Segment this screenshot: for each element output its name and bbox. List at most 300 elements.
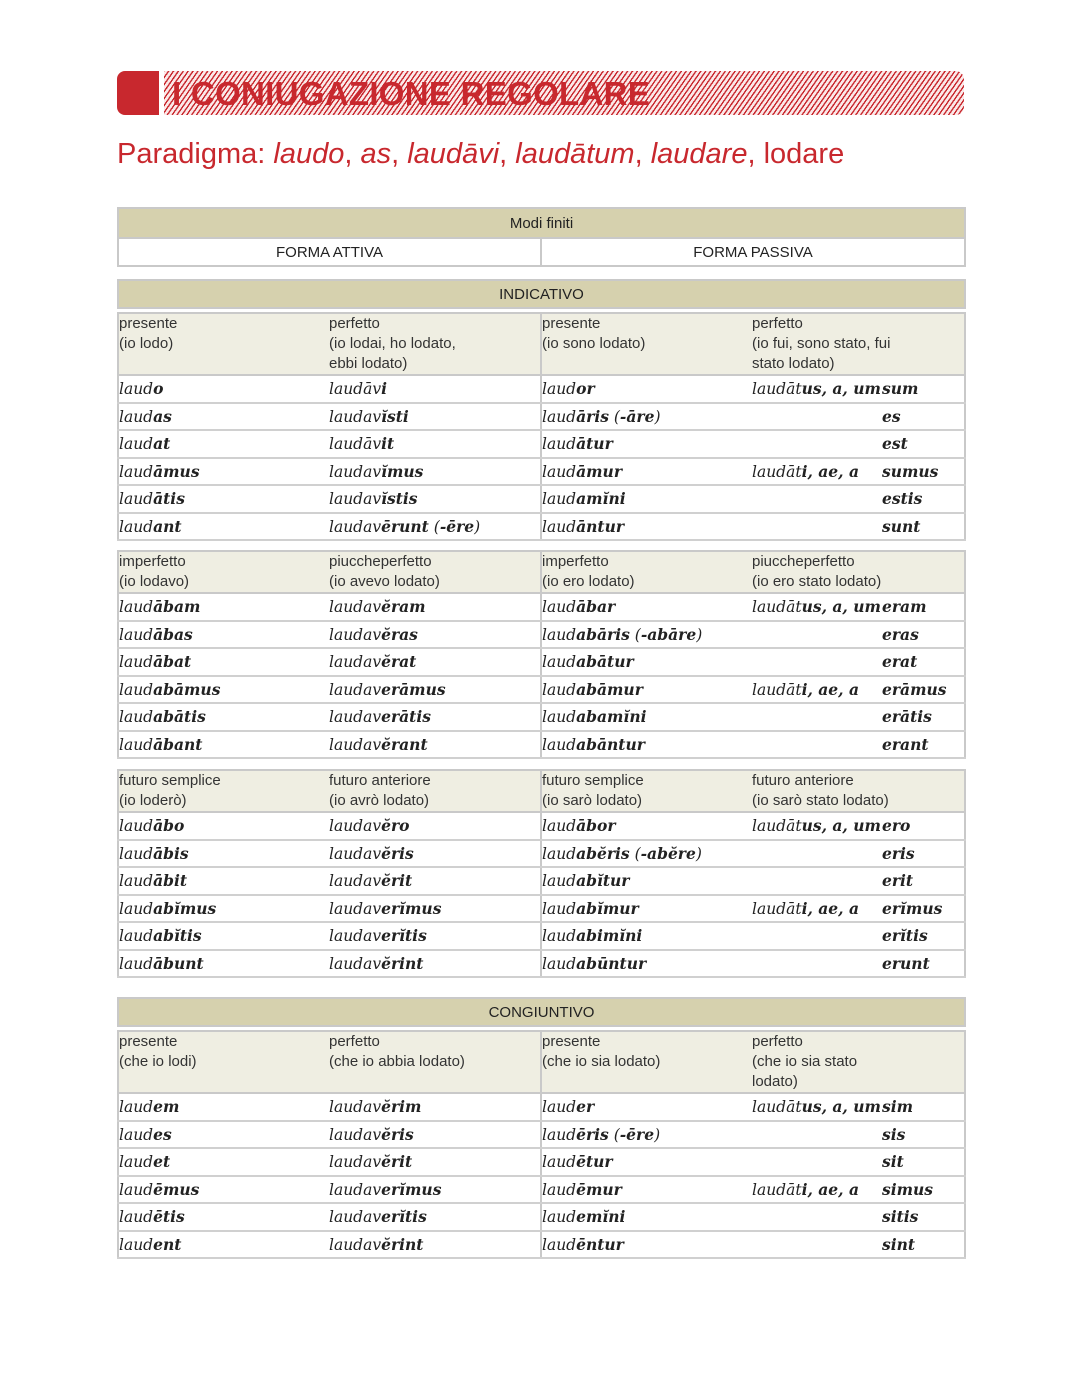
active-form-2 [329, 895, 541, 923]
auxiliary-form: erat [882, 648, 965, 676]
section-header [117, 279, 966, 309]
form-ending: ētis [153, 1207, 185, 1227]
tense-gloss: (io loderò) [119, 792, 187, 809]
form-stem: laud [119, 490, 154, 509]
tense-label [118, 1031, 329, 1093]
form-ending: abimĭni [576, 926, 643, 946]
form-ending: ābor [576, 816, 616, 836]
form-stem: laudav [329, 517, 382, 536]
table-row [118, 1203, 965, 1231]
form-ending: erĭmus [381, 1179, 442, 1199]
tense-group [117, 1030, 966, 1259]
active-form-2 [329, 648, 541, 676]
form-ending: ātur [576, 434, 613, 454]
passive-form-1 [541, 403, 752, 431]
form-ending: us, a, um [801, 379, 881, 399]
passive-participle [752, 458, 882, 486]
form-stem: laud [119, 598, 154, 617]
form-ending: ĕrint [381, 1234, 424, 1254]
form-ending: erĭmus [381, 898, 442, 918]
tense-name: perfetto [752, 315, 803, 332]
passive-participle [752, 676, 882, 704]
table-row [118, 1231, 965, 1259]
tense-gloss: (che io sia stato lodato) [752, 1053, 858, 1090]
tense-gloss: (io ero lodato) [542, 573, 635, 590]
form-stem: laud [119, 1180, 154, 1199]
passive-participle [752, 950, 882, 978]
form-stem: laud [119, 680, 154, 699]
form-stem: laud [119, 844, 154, 863]
tense-label [118, 770, 329, 812]
form-ending: ĭsti [381, 406, 409, 426]
passive-form-1 [541, 867, 752, 895]
form-stem: laud [542, 899, 577, 918]
active-form-1 [118, 1231, 329, 1259]
modi-finiti-header: Modi finiti [118, 208, 965, 238]
form-stem: laudav [329, 653, 382, 672]
form-variant: (-abāre) [629, 624, 703, 644]
form-stem: laudav [329, 680, 382, 699]
form-ending: emĭni [576, 1207, 626, 1227]
active-form-1 [118, 922, 329, 950]
tense-name: presente [542, 315, 601, 332]
form-ending: ētur [576, 1152, 613, 1172]
form-stem: laudav [329, 407, 382, 426]
form-stem: laudav [329, 735, 382, 754]
form-stem: laud [542, 653, 577, 672]
passive-participle [752, 895, 882, 923]
form-stem: laudav [329, 1208, 382, 1227]
form-ending: ābat [153, 652, 192, 672]
active-form-1 [118, 458, 329, 486]
auxiliary-form: ero [882, 812, 965, 840]
passive-form-1 [541, 1176, 752, 1204]
tense-name: piuccheperfetto [329, 553, 432, 570]
passive-participle [752, 403, 882, 431]
form-ending: ābas [153, 624, 193, 644]
form-stem: laud [119, 1153, 154, 1172]
form-stem: laud [542, 1098, 577, 1117]
form-ending: ābo [153, 816, 185, 836]
tense-label [329, 551, 541, 593]
form-stem: laud [542, 817, 577, 836]
table-row [118, 430, 965, 458]
form-stem: laud [119, 1208, 154, 1227]
tense-label [541, 551, 752, 593]
form-stem: laud [542, 844, 577, 863]
form-ending: āmus [153, 461, 200, 481]
active-form-1 [118, 1148, 329, 1176]
tense-name: imperfetto [119, 553, 186, 570]
form-stem: laud [542, 735, 577, 754]
form-stem: laudav [329, 817, 382, 836]
auxiliary-form: sint [882, 1231, 965, 1259]
form-stem: laud [119, 927, 154, 946]
auxiliary-form: eras [882, 621, 965, 649]
passive-form-1 [541, 621, 752, 649]
active-form-2 [329, 703, 541, 731]
passive-form-1 [541, 1093, 752, 1121]
form-ending: abĭtur [576, 871, 630, 891]
active-form-1 [118, 430, 329, 458]
tense-label [752, 770, 965, 812]
form-ending: ĕrat [381, 652, 417, 672]
passive-participle [752, 840, 882, 868]
tense-name: presente [542, 1033, 601, 1050]
tense-gloss: (io sono lodato) [542, 335, 646, 352]
form-ending: abāmus [153, 679, 221, 699]
active-form-2 [329, 458, 541, 486]
tense-name: imperfetto [542, 553, 609, 570]
table-row [118, 867, 965, 895]
auxiliary-form: erĭmus [882, 895, 965, 923]
passive-form-1 [541, 513, 752, 541]
tense-gloss: (che io sia lodato) [542, 1053, 661, 1070]
active-form-2 [329, 840, 541, 868]
active-form-1 [118, 513, 329, 541]
passive-form-1 [541, 676, 752, 704]
form-ending: ēmur [576, 1179, 622, 1199]
form-stem: laud [119, 380, 154, 399]
form-stem: laudāt [752, 680, 802, 699]
banner-chip [117, 71, 159, 115]
form-ending: ĭstis [381, 489, 418, 509]
form-stem: laudāt [752, 380, 802, 399]
tense-name: perfetto [752, 1033, 803, 1050]
form-stem: laud [542, 435, 577, 454]
passive-participle [752, 1148, 882, 1176]
passive-participle [752, 922, 882, 950]
auxiliary-form: estis [882, 485, 965, 513]
form-ending: amĭni [576, 489, 626, 509]
passive-participle [752, 621, 882, 649]
form-stem: laudav [329, 598, 382, 617]
tense-gloss: (io avrò lodato) [329, 792, 430, 809]
passive-participle [752, 1203, 882, 1231]
active-form-1 [118, 593, 329, 621]
active-form-1 [118, 950, 329, 978]
active-form-2 [329, 812, 541, 840]
tense-group [117, 312, 966, 541]
form-ending: abāmur [576, 679, 643, 699]
tense-name: presente [119, 1033, 178, 1050]
title-banner [117, 71, 964, 115]
form-ending: ĭmus [381, 461, 424, 481]
tense-gloss: (che io abbia lodato) [329, 1053, 465, 1070]
table-row [118, 950, 965, 978]
page-title: I CONIUGAZIONE REGOLARE [172, 75, 651, 112]
active-form-1 [118, 812, 329, 840]
tense-gloss: (che io lodi) [119, 1053, 197, 1070]
form-ending: ĕras [381, 624, 418, 644]
passive-form-1 [541, 430, 752, 458]
form-stem: laudav [329, 462, 382, 481]
passive-participle [752, 430, 882, 458]
form-stem: laud [542, 1153, 577, 1172]
form-stem: laudav [329, 490, 382, 509]
form-ending: abātis [153, 707, 206, 727]
form-ending: ĕrit [381, 871, 413, 891]
form-ending: i, ae, a [801, 461, 859, 481]
form-stem: laud [119, 872, 154, 891]
passive-form-1 [541, 1203, 752, 1231]
form-ending: ĕrit [381, 1152, 413, 1172]
form-ending: abātur [576, 652, 634, 672]
tense-label [329, 313, 541, 375]
passive-participle [752, 375, 882, 403]
form-stem: laud [542, 380, 577, 399]
form-variant: (-ēre) [428, 516, 481, 536]
form-ending: es [153, 1124, 172, 1144]
passive-form-1 [541, 1121, 752, 1149]
form-stem: laud [119, 653, 154, 672]
form-variant: (-ēre) [608, 1124, 661, 1144]
tense-label [752, 313, 965, 375]
tense-gloss: (io fui, sono stato, fui stato lodato) [752, 335, 891, 372]
form-ending: ēris [576, 1124, 609, 1144]
passive-form-1 [541, 703, 752, 731]
form-stem: laud [119, 462, 154, 481]
active-form-1 [118, 621, 329, 649]
auxiliary-form: erunt [882, 950, 965, 978]
form-stem: laudāt [752, 817, 802, 836]
form-stem: laudāt [752, 462, 802, 481]
tense-label [118, 551, 329, 593]
paradigm-form: laudāvi [407, 138, 500, 170]
form-variant: (-āre) [608, 406, 661, 426]
form-stem: laud [119, 517, 154, 536]
form-stem: laudav [329, 844, 382, 863]
active-form-2 [329, 1148, 541, 1176]
forma-passiva-header: FORMA PASSIVA [541, 238, 965, 266]
active-form-2 [329, 621, 541, 649]
form-ending: āris [576, 406, 609, 426]
tense-label [541, 313, 752, 375]
tense-name: futuro anteriore [329, 772, 431, 789]
form-ending: abĭmus [153, 898, 217, 918]
passive-participle [752, 867, 882, 895]
form-stem: laudav [329, 625, 382, 644]
table-row [118, 1148, 965, 1176]
table-row [118, 621, 965, 649]
form-stem: laud [119, 1235, 154, 1254]
form-ending: ĕrim [381, 1097, 422, 1117]
active-form-1 [118, 1121, 329, 1149]
form-stem: laudav [329, 872, 382, 891]
passive-form-1 [541, 648, 752, 676]
passive-participle [752, 485, 882, 513]
form-stem: laud [542, 625, 577, 644]
active-form-2 [329, 1093, 541, 1121]
form-stem: laudāv [329, 380, 382, 399]
tense-gloss: (io lodo) [119, 335, 174, 352]
paradigm-form: laudo [273, 138, 345, 170]
section-title: CONGIUNTIVO [118, 998, 965, 1026]
paradigm-meaning: lodare [763, 138, 845, 170]
form-stem: laudav [329, 1235, 382, 1254]
form-ending: ābunt [153, 953, 204, 973]
passive-form-1 [541, 895, 752, 923]
form-ending: abĕris [576, 843, 630, 863]
paradigm-form: laudātum [515, 138, 635, 170]
paradigm-line: Paradigma: laudo, as, laudāvi, laudātum, laudare, lodare [117, 138, 845, 170]
tense-gloss: (io sarò lodato) [542, 792, 643, 809]
form-ending: ĕrint [381, 953, 424, 973]
tense-gloss: (io avevo lodato) [329, 573, 440, 590]
form-ending: us, a, um [801, 816, 881, 836]
table-row [118, 1121, 965, 1149]
tense-gloss: (io sarò stato lodato) [752, 792, 889, 809]
form-ending: us, a, um [801, 1097, 881, 1117]
auxiliary-form: es [882, 403, 965, 431]
table-row [118, 731, 965, 759]
passive-form-1 [541, 950, 752, 978]
form-ending: abāntur [576, 734, 645, 754]
form-stem: laud [542, 490, 577, 509]
form-stem: laud [542, 598, 577, 617]
auxiliary-form: sunt [882, 513, 965, 541]
form-stem: laudav [329, 899, 382, 918]
auxiliary-form: eram [882, 593, 965, 621]
form-stem: laud [542, 1208, 577, 1227]
auxiliary-form: sumus [882, 458, 965, 486]
passive-form-1 [541, 485, 752, 513]
tense-label [752, 1031, 965, 1093]
form-stem: laud [542, 517, 577, 536]
passive-form-1 [541, 593, 752, 621]
passive-form-1 [541, 812, 752, 840]
active-form-1 [118, 1203, 329, 1231]
form-stem: laud [542, 1235, 577, 1254]
form-stem: laudav [329, 1125, 382, 1144]
tense-name: futuro semplice [542, 772, 644, 789]
table-row [118, 375, 965, 403]
form-ending: em [153, 1097, 180, 1117]
form-ending: erĭtis [381, 1207, 427, 1227]
passive-participle [752, 703, 882, 731]
form-ending: ĕro [381, 816, 410, 836]
auxiliary-form: eris [882, 840, 965, 868]
banner-stripes [164, 71, 964, 115]
active-form-2 [329, 375, 541, 403]
active-form-1 [118, 1176, 329, 1204]
passive-participle [752, 1093, 882, 1121]
form-ending: ĕram [381, 597, 426, 617]
table-row [118, 485, 965, 513]
tense-label [329, 770, 541, 812]
form-stem: laudav [329, 1153, 382, 1172]
form-ending: ābant [153, 734, 203, 754]
form-ending: ābit [153, 871, 188, 891]
form-ending: i, ae, a [801, 898, 859, 918]
active-form-1 [118, 840, 329, 868]
auxiliary-form: erĭtis [882, 922, 965, 950]
form-stem: laud [119, 954, 154, 973]
forma-attiva-header: FORMA ATTIVA [118, 238, 541, 266]
form-stem: laud [119, 407, 154, 426]
form-stem: laud [542, 407, 577, 426]
form-stem: laudav [329, 1098, 382, 1117]
table-row [118, 676, 965, 704]
form-ending: ent [153, 1234, 182, 1254]
auxiliary-form: sis [882, 1121, 965, 1149]
active-form-2 [329, 676, 541, 704]
form-ending: ērunt [381, 516, 429, 536]
form-ending: ēntur [576, 1234, 624, 1254]
form-stem: laud [119, 1098, 154, 1117]
table-row [118, 812, 965, 840]
active-form-1 [118, 403, 329, 431]
form-stem: laud [542, 680, 577, 699]
form-stem: laudāt [752, 598, 802, 617]
passive-participle [752, 648, 882, 676]
form-ending: abĭtis [153, 926, 202, 946]
active-form-2 [329, 1121, 541, 1149]
passive-form-1 [541, 731, 752, 759]
table-row [118, 593, 965, 621]
form-ending: abūntur [576, 953, 647, 973]
form-ending: i, ae, a [801, 1179, 859, 1199]
passive-form-1 [541, 375, 752, 403]
section-header [117, 997, 966, 1027]
form-ending: it [381, 434, 395, 454]
auxiliary-form: erāmus [882, 676, 965, 704]
auxiliary-form: sit [882, 1148, 965, 1176]
table-row [118, 1176, 965, 1204]
passive-form-1 [541, 922, 752, 950]
active-form-2 [329, 485, 541, 513]
tense-group [117, 769, 966, 978]
passive-participle [752, 812, 882, 840]
active-form-1 [118, 485, 329, 513]
passive-participle [752, 513, 882, 541]
tense-name: perfetto [329, 315, 380, 332]
table-row [118, 648, 965, 676]
passive-participle [752, 731, 882, 759]
active-form-2 [329, 403, 541, 431]
table-row [118, 703, 965, 731]
paradigm-label: Paradigma: [117, 138, 266, 170]
active-form-2 [329, 1203, 541, 1231]
form-ending: us, a, um [801, 597, 881, 617]
form-ending: abĭmur [576, 898, 639, 918]
form-ending: er [576, 1097, 595, 1117]
table-row [118, 922, 965, 950]
passive-participle [752, 1231, 882, 1259]
form-ending: erātis [381, 707, 431, 727]
paradigm-form: as [360, 138, 392, 170]
form-ending: abamĭni [576, 707, 647, 727]
form-stem: laudav [329, 1180, 382, 1199]
form-ending: erĭtis [381, 926, 427, 946]
table-row [118, 895, 965, 923]
tense-label [752, 551, 965, 593]
form-stem: laudav [329, 954, 382, 973]
tense-name: piuccheperfetto [752, 553, 855, 570]
active-form-2 [329, 430, 541, 458]
passive-form-1 [541, 1231, 752, 1259]
passive-form-1 [541, 458, 752, 486]
active-form-1 [118, 895, 329, 923]
form-ending: ābam [153, 597, 201, 617]
passive-participle [752, 1121, 882, 1149]
auxiliary-form: simus [882, 1176, 965, 1204]
form-ending: ĕris [381, 843, 414, 863]
auxiliary-form: est [882, 430, 965, 458]
active-form-1 [118, 867, 329, 895]
active-form-1 [118, 703, 329, 731]
active-form-2 [329, 1231, 541, 1259]
